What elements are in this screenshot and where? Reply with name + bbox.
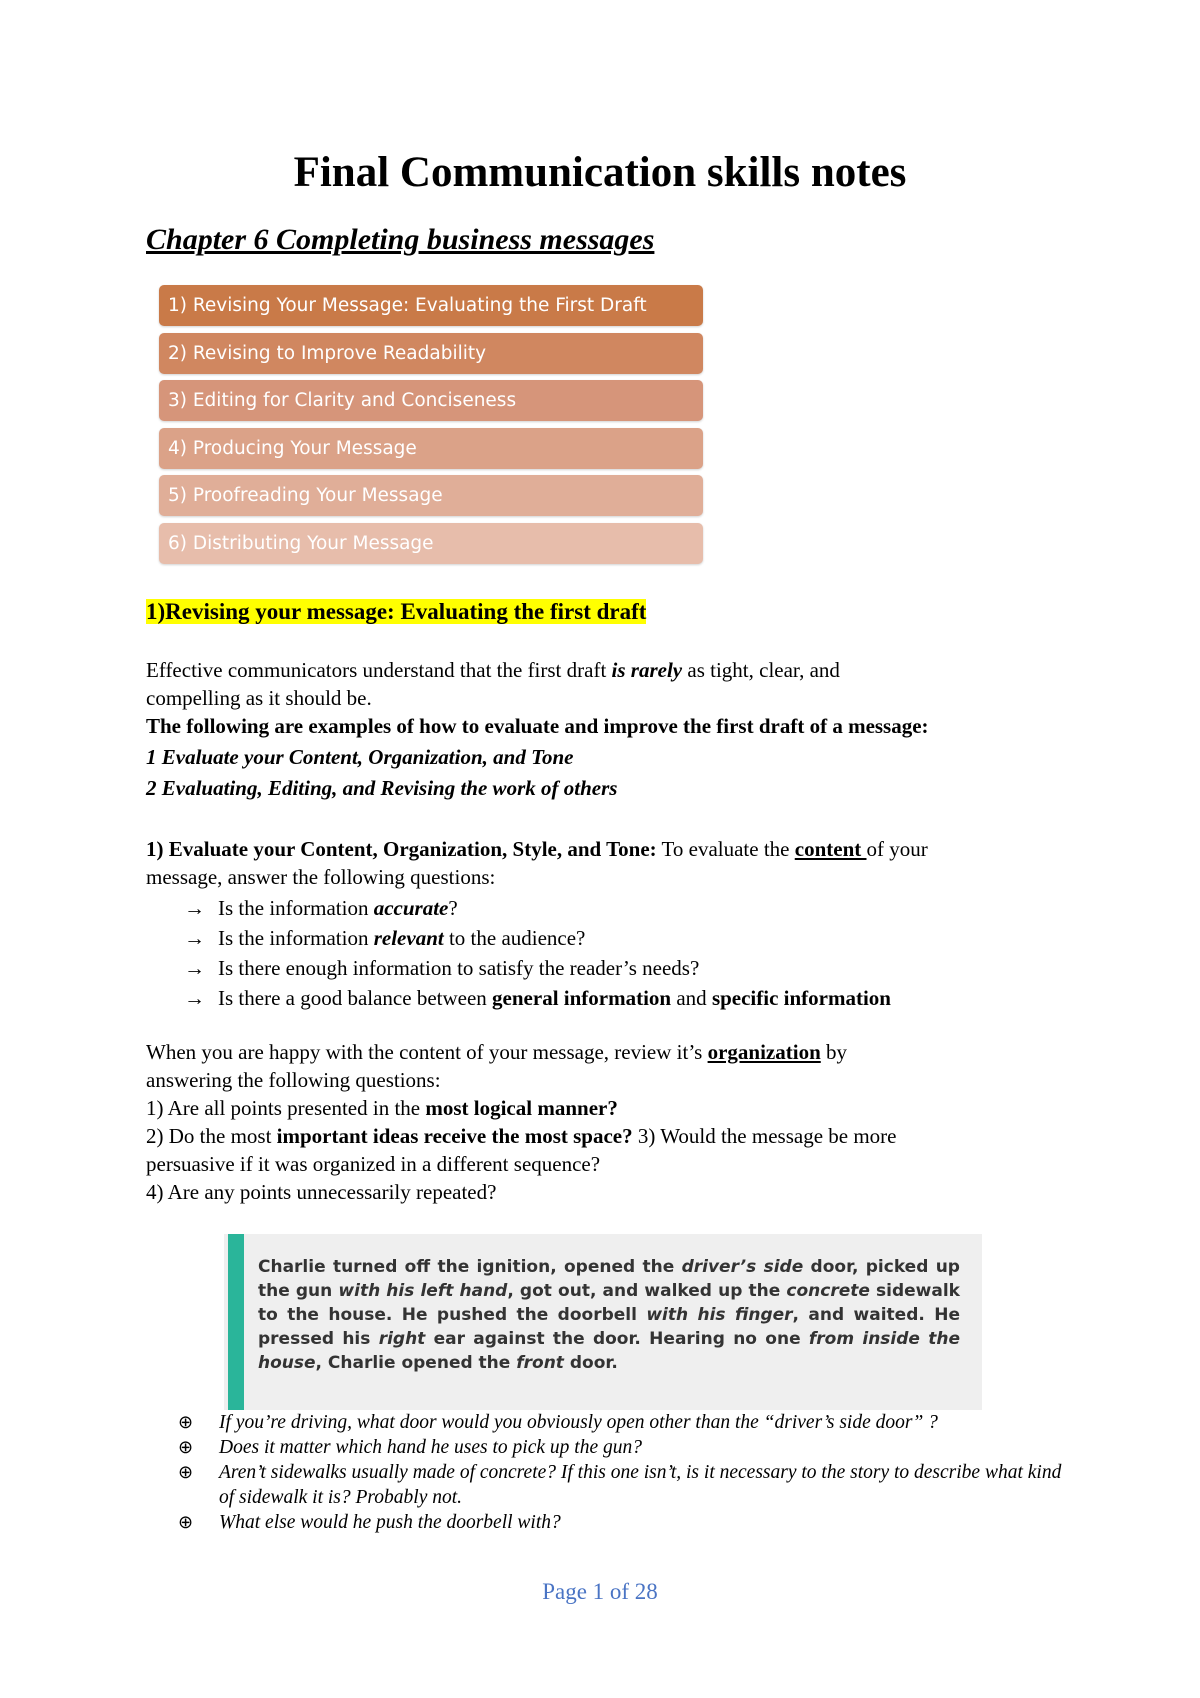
question-text: Does it matter which hand he uses to pick up the gun? bbox=[219, 1437, 642, 1458]
text-run: ear against the door. Hearing no one bbox=[425, 1329, 809, 1349]
step-box: 1) Revising Your Message: Evaluating the First Draft bbox=[159, 285, 703, 326]
text-run: , got out, and walked up the bbox=[507, 1281, 787, 1301]
highlighted-heading: 1)Revising your message: Evaluating the first draft bbox=[146, 599, 647, 624]
emphasis: right bbox=[378, 1329, 426, 1349]
text-run: by bbox=[820, 1040, 848, 1064]
text-run: , Charlie opened the bbox=[315, 1353, 517, 1373]
text-run: Effective communicators understand that the first draft bbox=[146, 658, 612, 682]
text-run: door, picked up the gun bbox=[258, 1257, 960, 1301]
emphasis: concrete bbox=[786, 1281, 870, 1301]
example-quote-box bbox=[224, 1234, 982, 1410]
text-run: Is there a good balance between bbox=[218, 986, 493, 1010]
emphasis: important ideas receive the most space? bbox=[276, 1124, 633, 1148]
text-line bbox=[146, 1094, 1066, 1122]
text-run: to the audience? bbox=[443, 926, 586, 950]
text-run: , and waited. He pressed his bbox=[258, 1305, 960, 1349]
question-text: What else would he push the doorbell with? bbox=[219, 1512, 561, 1533]
arrow-icon: → bbox=[184, 896, 205, 920]
text-run: 1) Are all points presented in the bbox=[146, 1096, 426, 1120]
text-run: 2) Do the most bbox=[146, 1124, 277, 1148]
text-line bbox=[146, 835, 1066, 863]
list-item bbox=[184, 893, 891, 923]
chapter-steps-diagram bbox=[159, 285, 703, 571]
text-line bbox=[146, 1038, 1066, 1066]
question-text: If you’re driving, what door would you obviously open other than the “driver’s side door” ? bbox=[219, 1412, 938, 1433]
text-line bbox=[146, 1122, 1066, 1150]
page-title: Final Communication skills notes bbox=[293, 149, 907, 196]
text-run: ? bbox=[448, 896, 458, 920]
circled-plus-icon: ⊕ bbox=[178, 1412, 194, 1433]
list-item bbox=[184, 983, 891, 1013]
emphasis: accurate bbox=[373, 896, 449, 920]
quote-accent-bar bbox=[228, 1234, 244, 1410]
list-item bbox=[184, 923, 891, 953]
arrow-icon: → bbox=[184, 926, 205, 950]
text-line: 1 Evaluate your Content, Organization, and Tone bbox=[146, 745, 574, 769]
text-line: 2 Evaluating, Editing, and Revising the work of others bbox=[146, 776, 618, 800]
emphasis: specific information bbox=[711, 986, 891, 1010]
emphasis: from inside the house bbox=[258, 1329, 961, 1373]
page-number: Page 1 of 28 bbox=[542, 1579, 658, 1604]
emphasis: is rarely bbox=[611, 658, 683, 682]
question-text: Aren’t sidewalks usually made of concrete? If this one isn’t, is it necessary to the story to describe what kind of sidewalk it is? Probably not. bbox=[219, 1462, 1062, 1508]
text-line: compelling as it should be. bbox=[146, 686, 372, 710]
text-line: answering the following questions: bbox=[146, 1068, 441, 1092]
text-run: as tight, clear, and bbox=[682, 658, 840, 682]
text-run: When you are happy with the content of your message, review it’s bbox=[146, 1040, 708, 1064]
arrow-icon: → bbox=[184, 956, 205, 980]
text-line bbox=[146, 656, 1066, 684]
intro-paragraph bbox=[146, 656, 1066, 802]
step-box: 6) Distributing Your Message bbox=[159, 523, 703, 564]
step-box: 4) Producing Your Message bbox=[159, 428, 703, 469]
text-line: message, answer the following questions: bbox=[146, 865, 496, 889]
keyword: organization bbox=[707, 1040, 821, 1064]
content-paragraph bbox=[146, 835, 1066, 891]
arrow-icon: → bbox=[184, 986, 205, 1010]
list-item bbox=[178, 1410, 1078, 1435]
emphasis: relevant bbox=[373, 926, 444, 950]
circled-plus-icon: ⊕ bbox=[178, 1512, 194, 1533]
list-item bbox=[178, 1460, 1078, 1510]
keyword: content bbox=[794, 837, 867, 861]
text-run: sidewalk to the house. He pushed the doorbell bbox=[258, 1281, 960, 1325]
content-questions bbox=[184, 893, 891, 1013]
step-box: 3) Editing for Clarity and Conciseness bbox=[159, 380, 703, 421]
list-item bbox=[178, 1510, 1078, 1535]
quote-text bbox=[258, 1255, 960, 1375]
text-run: To evaluate the bbox=[656, 837, 795, 861]
emphasis: front bbox=[516, 1353, 564, 1373]
text-run: 3) Would the message be more bbox=[632, 1124, 897, 1148]
list-item bbox=[184, 953, 891, 983]
text-run: Is the information bbox=[218, 896, 374, 920]
text-line: persuasive if it was organized in a different sequence? bbox=[146, 1152, 601, 1176]
emphasis: most logical manner? bbox=[425, 1096, 618, 1120]
text-run: Is there enough information to satisfy the reader’s needs? bbox=[218, 956, 700, 980]
emphasis: with his left hand bbox=[338, 1281, 508, 1301]
step-box: 5) Proofreading Your Message bbox=[159, 475, 703, 516]
emphasis: with his finger bbox=[646, 1305, 793, 1325]
text-line: The following are examples of how to evaluate and improve the first draft of a message: bbox=[146, 714, 929, 738]
text-run: and bbox=[671, 986, 712, 1010]
chapter-heading: Chapter 6 Completing business messages bbox=[146, 223, 655, 256]
text-line: 4) Are any points unnecessarily repeated? bbox=[146, 1180, 497, 1204]
text-run: Charlie turned off the ignition, opened the bbox=[258, 1257, 682, 1277]
emphasis: general information bbox=[492, 986, 672, 1010]
text-run: Is the information bbox=[218, 926, 374, 950]
step-box: 2) Revising to Improve Readability bbox=[159, 333, 703, 374]
text-run: of your bbox=[866, 837, 928, 861]
section-heading bbox=[146, 598, 1066, 626]
example-questions bbox=[178, 1410, 1078, 1535]
circled-plus-icon: ⊕ bbox=[178, 1437, 194, 1458]
list-item bbox=[178, 1435, 1078, 1460]
emphasis: driver’s side bbox=[681, 1257, 804, 1277]
circled-plus-icon: ⊕ bbox=[178, 1462, 194, 1483]
bold-lead: 1) Evaluate your Content, Organization, Style, and Tone: bbox=[146, 837, 657, 861]
text-run: door. bbox=[563, 1353, 618, 1373]
organization-paragraph bbox=[146, 1038, 1066, 1206]
